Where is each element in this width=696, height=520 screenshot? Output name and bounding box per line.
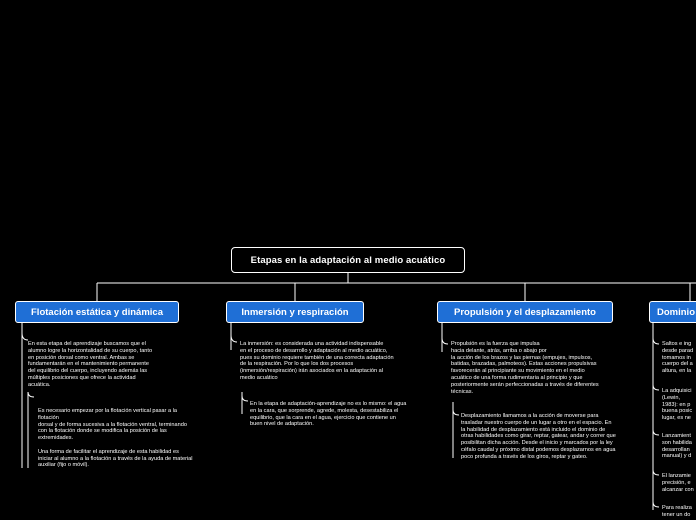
branch-title: Dominio [657,306,695,318]
branch-propulsion[interactable] [437,301,613,323]
note-inmersion-1: La inmersión: es considerada una actividad indispensable en el proceso de desarrollo y adaptación al medio acuático, pues su dominio requiere también de una correcta adaptación de la respiración. Por lo que los dos procesos (inmersión/respiración) irán asociados en la adaptación al medio acuático [240,341,394,381]
note-inmersion-2: En la etapa de adaptación-aprendizaje no es lo mismo: el agua en la cara, que sorprende, agrede, molesta, desestabiliza el equilibrio, que la cara en el agua, ejercicio que contiene un buen nivel de adaptación. [250,401,407,428]
note-flotacion-2: Es necesario empezar por la flotación vertical pasar a la flotación dorsal y de forma sucesiva a la flotación ventral, terminando con la flotación donde se modifica la posición de las extremidades. Una forma de facilitar el aprendizaje de esta habilidad es iniciar al alumno a la flotación a través de la ayuda de material auxiliar (fijo o móvil). [38,408,193,469]
b4-elbow-4 [653,470,659,475]
branch-dominio[interactable] [649,301,696,323]
root-title: Etapas en la adaptación al medio acuático [250,254,446,266]
note-dominio-5: Para realiza tener un do [662,505,692,518]
b2-elbow-2 [242,396,248,401]
branch-inmersion[interactable] [226,301,364,323]
b2-elbow-1 [231,335,237,342]
note-dominio-1: Saltos e ing desde parad tomamos in cuerpo del a altura, en la [662,341,694,375]
note-propulsion-2: Desplazamiento llamamos a la acción de moverse para trasladar nuestro cuerpo de un lugar a otro en el espacio. En la habilidad de desplazamiento está incluido el dominio de otras habilidades como girar, reptar, gatear, andar y correr que posibilitan dicha acción. Desde el inicio y marcados por la ley céfalo caudal y próximo distal podemos desplazarnos en agua poco profunda a través de los giros, reptar y gateo. [461,413,616,460]
b1-elbow-2 [28,392,34,397]
branch-title: Propulsión y el desplazamiento [453,306,596,318]
b3-elbow-2 [453,410,459,415]
branch-title: Flotación estática y dinámica [31,306,163,318]
branch-flotacion[interactable] [15,301,179,323]
note-dominio-4: El lanzamie precisión, e alcanzar con [662,473,694,493]
b1-elbow-1 [22,333,28,340]
note-propulsion-1: Propulsión es la fuerza que impulsa hacia delante, atrás, arriba o abajo por la acción de los brazos y las piernas (empujes, impulsos, batidas, brazadas, palmoteos). Estas acciones propulsivas favorecerán al principiante su movimiento en el medio acuático de una forma rudimentaria al principio y que posteriormente serán perfeccionadas a través de diferentes técnicas. [451,341,599,395]
b4-elbow-1 [653,338,659,344]
b4-elbow-2 [653,385,659,390]
b3-elbow-1 [442,338,448,344]
note-dominio-3: Lanzamient son habilida desarrollan manual) y d [662,433,692,460]
root-topic[interactable] [231,247,465,273]
note-dominio-2: La adquisici (Lewin, 1983): en p buena posic lugar, es ne [662,388,693,422]
b4-elbow-5 [653,502,659,507]
note-flotacion-1: En esta etapa del aprendizaje buscamos que el alumno logre la horizontalidad de su cuerpo, tanto en posición dorsal como ventral. Ambas se fundamentarán en el mantenimiento permanente del equilibrio del cuerpo, incluyendo además las múltiples posiciones que ofrece la actividad acuática. [28,341,153,388]
branch-title: Inmersión y respiración [241,306,349,318]
